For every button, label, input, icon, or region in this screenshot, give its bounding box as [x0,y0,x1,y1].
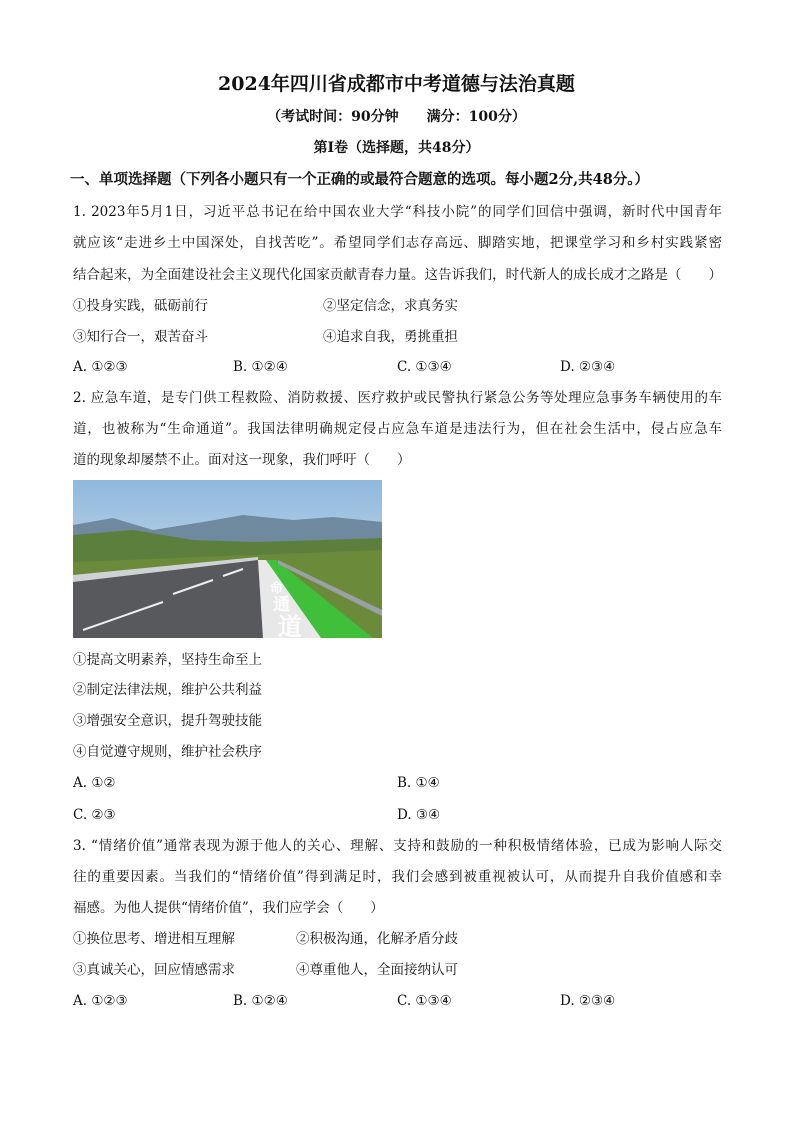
q1-option-b: B. ①②④ [233,359,288,375]
q2-item: ②制定法律法规，维护公共利益 [73,682,262,698]
q3-option-a: A. ①②③ [73,993,128,1009]
q3-item: ②积极沟通，化解矛盾分歧 [296,931,458,947]
q3-option-d: D. ②③④ [560,993,616,1009]
q2-line: 道，也被称为“生命通道”。我国法律明确规定侵占应急车道是违法行为，但在社会生活中，侵占应急车 [73,421,722,437]
lane-text: 通 [273,595,290,615]
lane-text: 命 [270,581,284,596]
q2-option-d: D. ③④ [397,807,441,823]
q1-line: 就应该“走进乡土中国深处，自找苦吃”。希望同学们志存高远、脚踏实地，把课堂学习和乡村实践紧密 [73,235,722,251]
q2-line: 2. 应急车道，是专门供工程救险、消防救援、医疗救护或民警执行紧急公务等处理应急事务车辆使用的车 [73,390,722,406]
q2-item: ①提高文明素养，坚持生命至上 [73,652,262,668]
q3-item: ④尊重他人，全面接纳认可 [296,962,458,978]
q1-option-c: C. ①③④ [397,359,452,375]
q2-option-c: C. ②③ [73,807,116,823]
q1-option-a: A. ①②③ [73,359,128,375]
volume-heading: 第Ⅰ卷（选择题，共48分） [313,140,480,156]
exam-info: （考试时间：90分钟 满分：100分） [267,109,526,125]
q3-line: 3. “情绪价值”通常表现为源于他人的关心、理解、支持和鼓励的一种积极情绪体验，已成为影响人际交 [73,838,722,854]
q2-item: ③增强安全意识，提升驾驶技能 [73,713,262,729]
q1-item: ①投身实践，砥砺前行 [73,298,208,314]
q1-option-d: D. ②③④ [560,359,616,375]
q3-option-b: B. ①②④ [233,993,288,1009]
q3-option-c: C. ①③④ [397,993,452,1009]
q1-item: ③知行合一，艰苦奋斗 [73,329,208,345]
q1-line: 结合起来，为全面建设社会主义现代化国家贡献青春力量。这告诉我们，时代新人的成长成才之路是（ ） [73,267,722,283]
q1-item: ④追求自我，勇挑重担 [323,329,458,345]
q2-item: ④自觉遵守规则，维护社会秩序 [73,744,262,760]
emergency-lane-photo [73,480,382,638]
q3-line: 福感。为他人提供“情绪价值”，我们应学会（ ） [73,900,384,916]
lane-text: 道 [278,612,302,638]
page-title: 2024年四川省成都市中考道德与法治真题 [218,73,575,95]
q2-option-b: B. ①④ [397,775,440,791]
q3-item: ①换位思考、增进相互理解 [73,931,235,947]
q3-item: ③真诚关心，回应情感需求 [73,962,235,978]
section-heading: 一、单项选择题（下列各小题只有一个正确的或最符合题意的选项。每小题2分,共48分。） [70,171,650,188]
q1-line: 1. 2023年5月1日，习近平总书记在给中国农业大学“科技小院”的同学们回信中强调，新时代中国青年 [73,204,722,220]
q3-line: 往的重要因素。当我们的“情绪价值”得到满足时，我们会感到被重视被认可，从而提升自我价值感和幸 [73,869,722,885]
q2-line: 道的现象却屡禁不止。面对这一现象，我们呼吁（ ） [73,452,411,468]
q1-item: ②坚定信念，求真务实 [323,298,458,314]
q2-option-a: A. ①② [73,775,116,791]
